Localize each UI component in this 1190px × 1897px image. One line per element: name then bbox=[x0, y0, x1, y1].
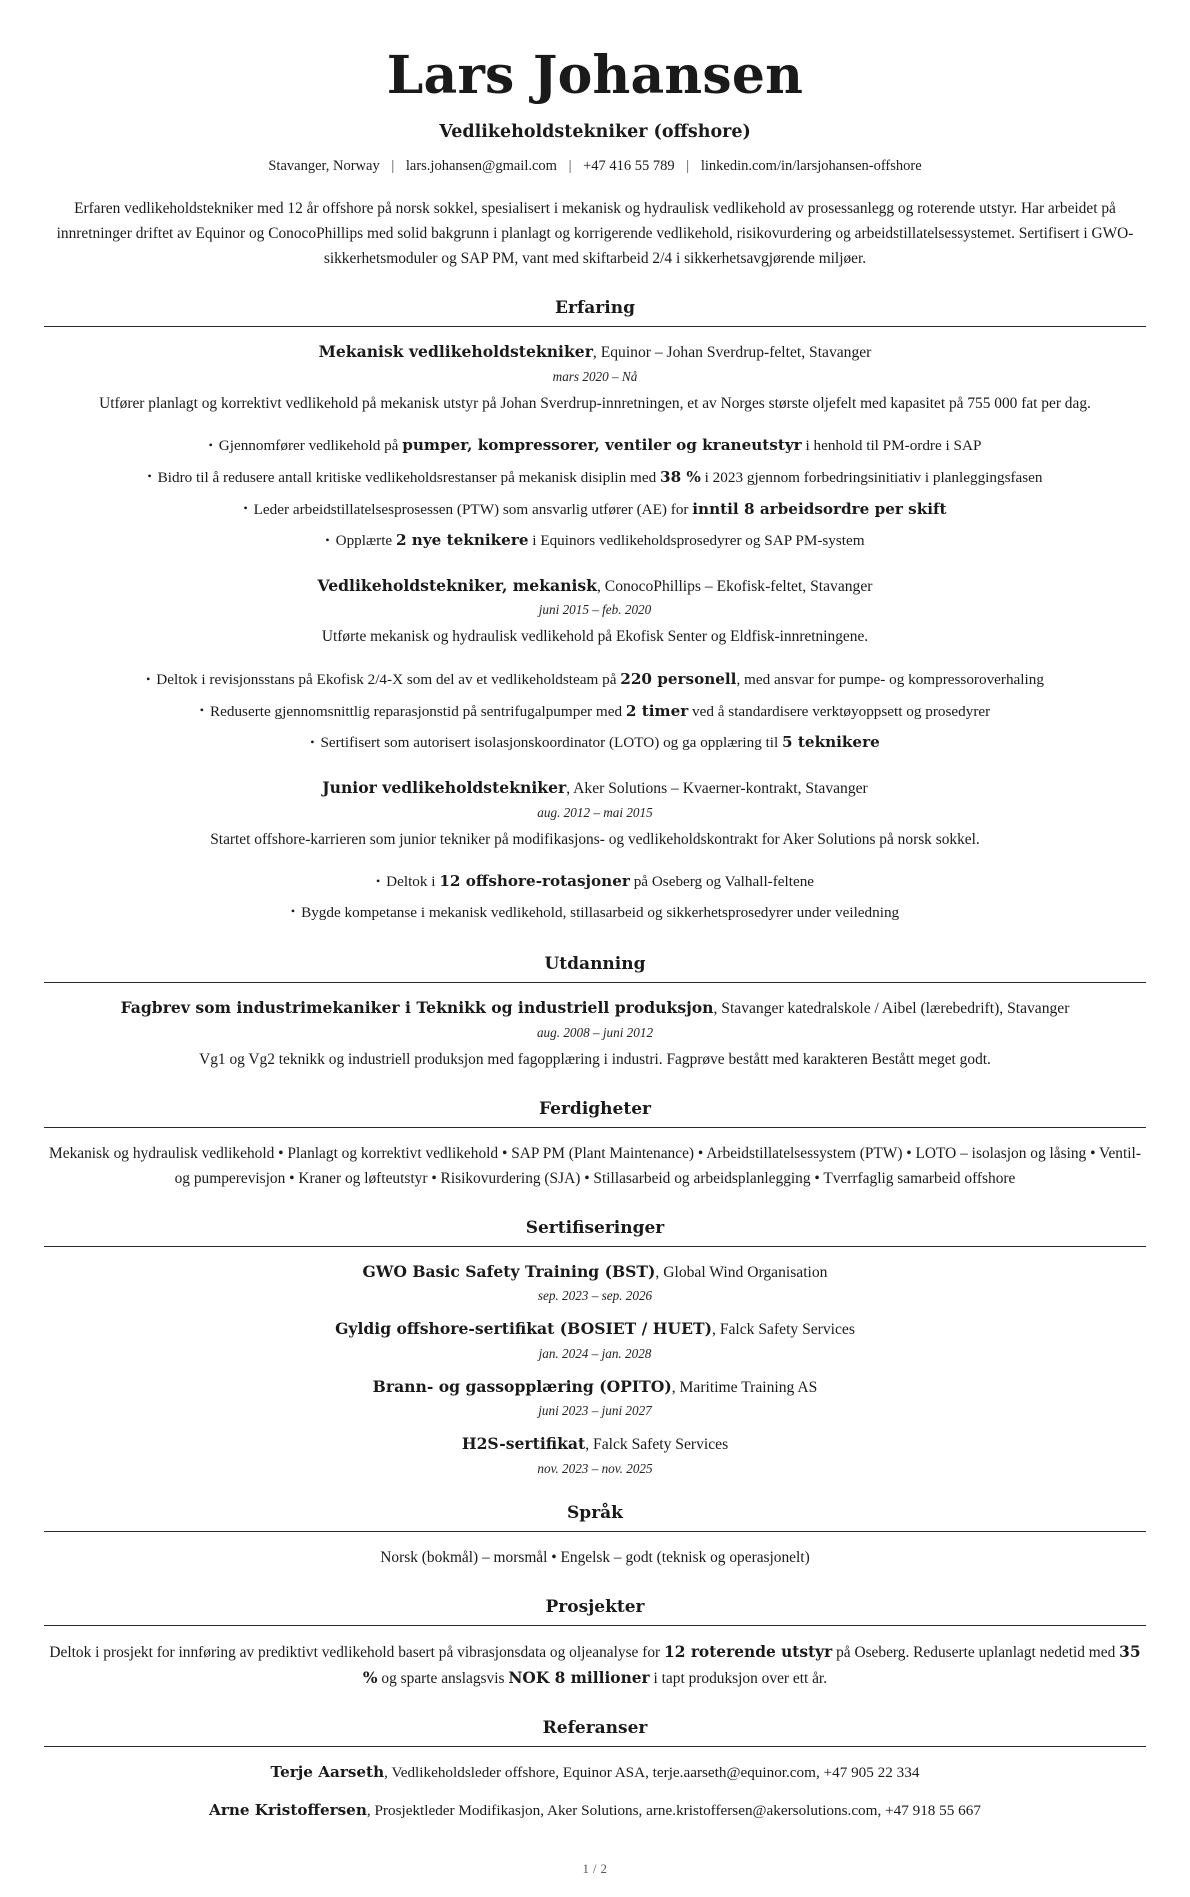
section-divider bbox=[44, 1625, 1146, 1626]
education-entry-heading bbox=[44, 997, 1146, 1021]
page-number: 1 / 2 bbox=[582, 1862, 608, 1877]
experience-entry-heading bbox=[44, 341, 1146, 365]
section-title-skills: Ferdigheter bbox=[539, 1098, 651, 1119]
project-highlight-downtime: 35 % bbox=[362, 1642, 1141, 1687]
list-item: • Sertifisert som autorisert isolasjonskoordinator (LOTO) og ga opplæring til 5 teknikere bbox=[310, 733, 880, 752]
list-item: • Deltok i 12 offshore-rotasjoner på Oseberg og Valhall-feltene bbox=[375, 872, 815, 891]
contact-separator: | bbox=[686, 158, 690, 175]
certification-item bbox=[44, 1318, 1146, 1362]
reference-name: Terje Aarseth bbox=[270, 1762, 385, 1781]
experience-entry-role: Vedlikeholdstekniker, mekanisk bbox=[317, 575, 597, 595]
experience-entry-description: Utfører planlagt og korrektivt vedlikehold på mekanisk utstyr på Johan Sverdrup-innretningen, et av Norges største oljefelt med kapasitet på 755 000 fat per dag. bbox=[99, 394, 1091, 412]
contact-line bbox=[44, 158, 1146, 175]
certification-list bbox=[44, 1261, 1146, 1477]
list-item: • Deltok i revisjonsstans på Ekofisk 2/4-X som del av et vedlikeholdsteam på 220 personell, med ansvar for pumpe- og kompressoroverhaling bbox=[146, 670, 1044, 689]
contact-separator: | bbox=[568, 158, 572, 175]
list-item: • Bygde kompetanse i mekanisk vedlikehold, stillasarbeid og sikkerhetsprosedyrer under veiledning bbox=[290, 903, 900, 921]
certification-name: Brann- og gassopplæring (OPITO) bbox=[372, 1376, 672, 1396]
section-languages bbox=[44, 1503, 1146, 1571]
section-title-languages: Språk bbox=[567, 1502, 623, 1523]
reference-name: Arne Kristoffersen bbox=[209, 1800, 367, 1819]
section-skills bbox=[44, 1099, 1146, 1192]
education-entry-list bbox=[44, 997, 1146, 1072]
education-entry-date: aug. 2008 – juni 2012 bbox=[536, 1025, 654, 1040]
certification-date: juni 2023 – juni 2027 bbox=[538, 1403, 652, 1419]
experience-entry-heading bbox=[44, 575, 1146, 599]
section-education bbox=[44, 954, 1146, 1072]
bullet-dot-icon: • bbox=[147, 469, 155, 484]
list-item: • Reduserte gjennomsnittlig reparasjonstid på sentrifugalpumper med 2 timer ved å standardisere verktøyoppsett og prosedyrer bbox=[199, 701, 991, 720]
job-title: Vedlikeholdstekniker (offshore) bbox=[439, 122, 751, 143]
certification-issuer: , Falck Safety Services bbox=[712, 1321, 855, 1339]
section-divider bbox=[44, 1531, 1146, 1532]
certification-name: GWO Basic Safety Training (BST) bbox=[362, 1261, 656, 1281]
certification-issuer: , Falck Safety Services bbox=[585, 1436, 729, 1454]
bullet-highlight: 2 timer bbox=[625, 701, 689, 720]
certification-heading bbox=[44, 1376, 1146, 1400]
bullet-dot-icon: • bbox=[146, 671, 154, 686]
certification-name: Gyldig offshore-sertifikat (BOSIET / HUET) bbox=[335, 1319, 713, 1339]
list-item: • Leder arbeidstillatelsesprosessen (PTW) som ansvarlig utfører (AE) for inntil 8 arbeidsordre per skift bbox=[243, 499, 947, 518]
section-title-education: Utdanning bbox=[544, 954, 646, 975]
certification-issuer: , Maritime Training AS bbox=[671, 1378, 818, 1396]
bullet-dot-icon: • bbox=[208, 437, 216, 452]
section-title-experience: Erfaring bbox=[555, 298, 635, 319]
education-entry bbox=[44, 997, 1146, 1072]
contact-linkedin[interactable]: linkedin.com/in/larsjohansen-offshore bbox=[700, 158, 922, 175]
list-item: • Gjennomfører vedlikehold på pumper, kompressorer, ventiler og kraneutstyr i henhold til PM-ordre i SAP bbox=[208, 436, 982, 455]
bullet-highlight: 220 personell bbox=[620, 670, 737, 689]
experience-entry-list bbox=[44, 341, 1146, 928]
bullet-dot-icon: • bbox=[290, 904, 299, 919]
section-divider bbox=[44, 1246, 1146, 1247]
list-item: • Bidro til å redusere antall kritiske vedlikeholdsrestanser på mekanisk disiplin med 38 % i 2023 gjennom forbedringsinitiativ i planleggingsfasen bbox=[147, 467, 1043, 486]
section-divider bbox=[44, 1127, 1146, 1128]
professional-summary: Erfaren vedlikeholdstekniker med 12 år offshore på norsk sokkel, spesialisert i mekanisk og hydraulisk vedlikehold av prosessanlegg og roterende utstyr. Har arbeidet på innretninger driftet av Equinor og ConocoPhillips med solid bakgrunn i planlagt og korrigerende vedlikehold, risikovurdering og arbeidstillatelsessystemet. Sertifisert i GWO-sikkerhetsmoduler og SAP PM, vant med skiftarbeid 2/4 i sikkerhetsavgjørende miljøer. bbox=[56, 200, 1134, 268]
experience-entry-date: mars 2020 – Nå bbox=[552, 368, 638, 384]
certification-heading bbox=[44, 1261, 1146, 1285]
experience-entry-organisation: , ConocoPhillips – Ekofisk-feltet, Stavanger bbox=[597, 577, 873, 595]
page-title: Lars Johansen bbox=[386, 45, 804, 106]
certification-item bbox=[44, 1261, 1146, 1305]
experience-entry bbox=[44, 575, 1146, 759]
certification-date: nov. 2023 – nov. 2025 bbox=[537, 1460, 653, 1476]
certification-heading bbox=[44, 1318, 1146, 1342]
section-certifications bbox=[44, 1218, 1146, 1477]
section-divider bbox=[44, 326, 1146, 327]
bullet-highlight: 12 offshore-rotasjoner bbox=[439, 872, 630, 891]
experience-entry-date: aug. 2012 – mai 2015 bbox=[537, 804, 653, 820]
certification-name: H2S-sertifikat bbox=[461, 1434, 586, 1454]
project-highlight-savings: NOK 8 millioner bbox=[508, 1668, 650, 1687]
experience-entry-role: Junior vedlikeholdstekniker bbox=[322, 777, 567, 797]
certification-date: jan. 2024 – jan. 2028 bbox=[538, 1345, 652, 1361]
certification-date: sep. 2023 – sep. 2026 bbox=[537, 1288, 653, 1304]
experience-entry-bullet-list bbox=[44, 430, 1146, 557]
languages-text: Norsk (bokmål) – morsmål • Engelsk – godt (teknisk og operasjonelt) bbox=[380, 1548, 810, 1566]
experience-entry-description: Startet offshore-karrieren som junior tekniker på modifikasjons- og vedlikeholdskontrakt for Aker Solutions på norsk sokkel. bbox=[210, 830, 980, 848]
certification-heading bbox=[44, 1433, 1146, 1457]
experience-entry bbox=[44, 777, 1146, 929]
experience-entry-date: juni 2015 – feb. 2020 bbox=[538, 602, 652, 618]
list-item: • Opplærte 2 nye teknikere i Equinors vedlikeholdsprosedyrer og SAP PM-system bbox=[325, 531, 865, 550]
reference-list bbox=[44, 1761, 1146, 1823]
education-entry-description: Vg1 og Vg2 teknikk og industriell produksjon med fagopplæring i industri. Fagprøve bestått med karakteren Bestått meget godt. bbox=[199, 1051, 991, 1068]
certification-item bbox=[44, 1433, 1146, 1477]
skills-text: Mekanisk og hydraulisk vedlikehold • Planlagt og korrektivt vedlikehold • SAP PM (Plant Maintenance) • Arbeidstillatelsessystem (PTW) • LOTO – isolasjon og låsing • Ventil- og pumperevisjon • Kraner og løfteutstyr • Risikovurdering (SJA) • Stillasarbeid og arbeidsplanlegging • Tverrfaglig samarbeid offshore bbox=[49, 1144, 1141, 1187]
contact-separator: | bbox=[391, 158, 395, 175]
bullet-highlight: 5 teknikere bbox=[782, 733, 880, 752]
project-highlight-equipment: 12 roterende utstyr bbox=[664, 1642, 833, 1661]
section-divider bbox=[44, 982, 1146, 983]
education-entry-organisation: , Stavanger katedralskole / Aibel (lærebedrift), Stavanger bbox=[713, 1000, 1070, 1018]
reference-item: Arne Kristoffersen, Prosjektleder Modifikasjon, Aker Solutions, arne.kristoffersen@akersolutions.com, +47 918 55 667 bbox=[209, 1800, 981, 1819]
section-projects bbox=[44, 1597, 1146, 1692]
bullet-highlight: 38 % bbox=[660, 467, 701, 486]
contact-location: Stavanger, Norway bbox=[268, 158, 380, 175]
contact-phone[interactable]: +47 416 55 789 bbox=[583, 158, 675, 175]
section-divider bbox=[44, 1746, 1146, 1747]
bullet-dot-icon: • bbox=[325, 532, 333, 547]
reference-item: Terje Aarseth, Vedlikeholdsleder offshore, Equinor ASA, terje.aarseth@equinor.com, +47 905 22 334 bbox=[270, 1762, 920, 1781]
certification-item bbox=[44, 1376, 1146, 1420]
experience-entry-description: Utførte mekanisk og hydraulisk vedlikehold på Ekofisk Senter og Eldfisk-innretningene. bbox=[321, 628, 869, 646]
section-references bbox=[44, 1718, 1146, 1823]
certification-issuer: , Global Wind Organisation bbox=[655, 1263, 828, 1281]
section-title-projects: Prosjekter bbox=[545, 1596, 645, 1617]
experience-entry-organisation: , Aker Solutions – Kvaerner-kontrakt, Stavanger bbox=[566, 779, 868, 797]
bullet-highlight: inntil 8 arbeidsordre per skift bbox=[692, 499, 947, 518]
section-title-references: Referanser bbox=[542, 1717, 648, 1738]
experience-entry-bullet-list bbox=[44, 866, 1146, 928]
section-title-certifications: Sertifiseringer bbox=[525, 1217, 665, 1238]
bullet-highlight: 2 nye teknikere bbox=[395, 531, 529, 550]
bullet-dot-icon: • bbox=[310, 734, 318, 749]
experience-entry-organisation: , Equinor – Johan Sverdrup-feltet, Stavanger bbox=[592, 344, 872, 362]
experience-entry bbox=[44, 341, 1146, 557]
section-experience bbox=[44, 298, 1146, 928]
experience-entry-role: Mekanisk vedlikeholdstekniker bbox=[318, 342, 593, 362]
bullet-highlight: pumper, kompressorer, ventiler og kraneutstyr bbox=[402, 436, 802, 455]
education-entry-role: Fagbrev som industrimekaniker i Teknikk og industriell produksjon bbox=[120, 998, 714, 1018]
bullet-dot-icon: • bbox=[199, 703, 207, 718]
bullet-dot-icon: • bbox=[375, 873, 384, 888]
experience-entry-heading bbox=[44, 777, 1146, 801]
experience-entry-bullet-list bbox=[44, 664, 1146, 759]
projects-text: Deltok i prosjekt for innføring av prediktivt vedlikehold basert på vibrasjonsdata og oljeanalyse for 12 roterende utstyr på Oseberg. Reduserte uplanlagt nedetid med 35 % og sparte anslagsvis NOK 8 millioner i tapt produksjon over ett år. bbox=[49, 1642, 1141, 1687]
contact-email[interactable]: lars.johansen@gmail.com bbox=[405, 158, 557, 175]
bullet-dot-icon: • bbox=[243, 501, 251, 516]
